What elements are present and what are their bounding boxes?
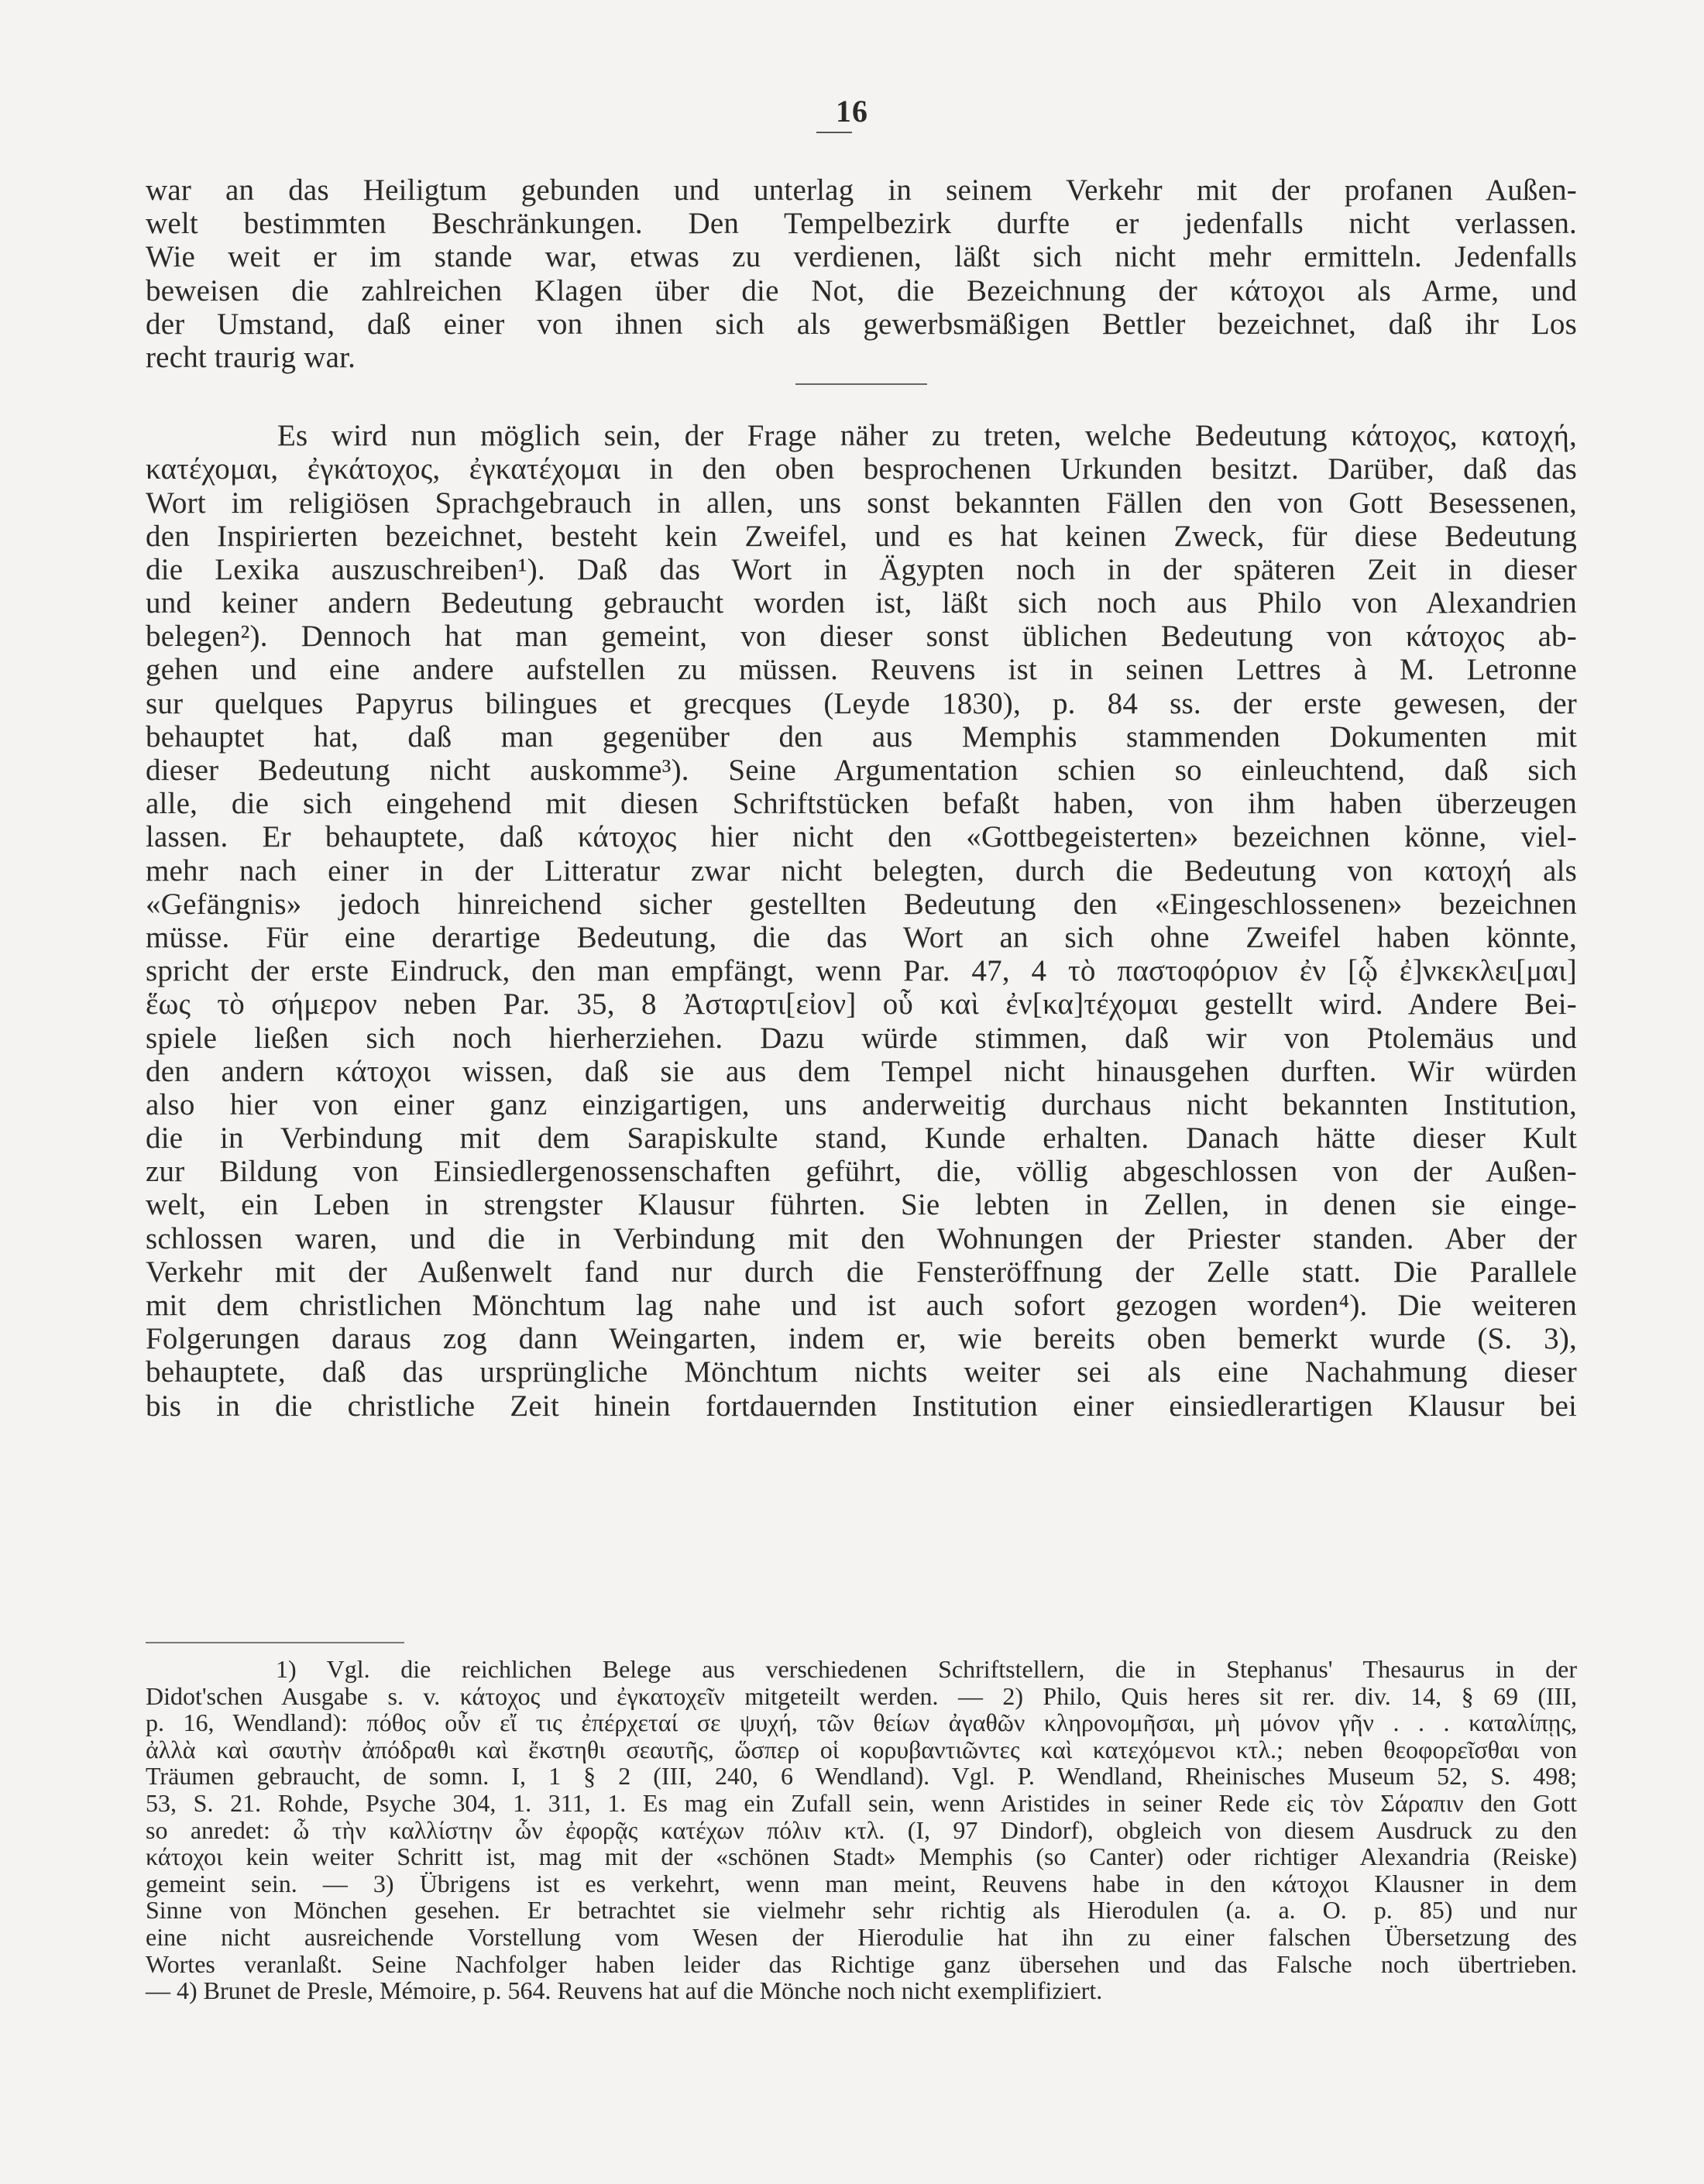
paragraph-1 bbox=[146, 173, 1577, 374]
text-line: belegen²). Dennoch hat man gemeint, von dieser sonst üblichen Bedeutung von κάτοχος ab- bbox=[146, 620, 1577, 654]
page-number: 16 bbox=[836, 94, 868, 129]
text-line: Verkehr mit der Außenwelt fand nur durch die Fensteröffnung der Zelle statt. Die Parallele bbox=[146, 1255, 1577, 1289]
text-line: der Umstand, daß einer von ihnen sich als gewerbsmäßigen Bettler bezeichnet, daß ihr Los bbox=[146, 307, 1577, 341]
text-line: Folgerungen daraus zog dann Weingarten, indem er, wie bereits oben bemerkt wurde (S. 3), bbox=[146, 1322, 1577, 1356]
text-line: bis in die christliche Zeit hinein fortdauernden Institution einer einsiedlerartigen Klausur bei bbox=[146, 1389, 1577, 1423]
text-line: Wort im religiösen Sprachgebrauch in allen, uns sonst bekannten Fällen den von Gott Besessenen, bbox=[146, 486, 1577, 520]
paragraph-2 bbox=[146, 419, 1577, 1423]
footnote-line: gemeint sein. — 3) Übrigens ist es verkehrt, wenn man meint, Reuvens habe in den κάτοχοι Klausner in dem bbox=[146, 1869, 1577, 1897]
text-line: behauptete, daß das ursprüngliche Mönchtum nichts weiter sei als eine Nachahmung dieser bbox=[146, 1355, 1577, 1389]
text-line: die in Verbindung mit dem Sarapiskulte stand, Kunde erhalten. Danach hätte dieser Kult bbox=[146, 1121, 1577, 1156]
text-line: mit dem christlichen Mönchtum lag nahe und ist auch sofort gezogen worden⁴). Die weiteren bbox=[146, 1289, 1577, 1322]
footnote-line: ἀλλὰ καὶ σαυτὴν ἀπόδραθι καὶ ἔκστηθι σεαυτῆς, ὥσπερ οἱ κορυβαντιῶντες καὶ κατεχόμενοι κτλ.; neben θεοφορεῖσθαι von bbox=[146, 1735, 1577, 1763]
footnote-line: Wortes veranlaßt. Seine Nachfolger haben leider das Richtige ganz übersehen und das Falsche noch übertrieben. bbox=[146, 1949, 1577, 1978]
text-line: und keiner andern Bedeutung gebraucht worden ist, läßt sich noch aus Philo von Alexandrien bbox=[146, 586, 1577, 620]
footnote-line: Träumen gebraucht, de somn. I, 1 § 2 (III, 240, 6 Wendland). Vgl. P. Wendland, Rheinisches Museum 52, S. 498; bbox=[146, 1762, 1577, 1791]
footnote-line: p. 16, Wendland): πόθος οὖν εἴ τις ἐπέρχεταί σε ψυχή, τῶν θείων ἀγαθῶν κληρονομῆσαι, μὴ μόνον γῆν . . . καταλίπῃς, bbox=[146, 1708, 1577, 1737]
footnote-line: κάτοχοι kein weiter Schritt ist, mag mit der «schönen Stadt» Memphis (so Canter) oder richtiger Alexandria (Reiske) bbox=[146, 1842, 1577, 1871]
footnote-line: eine nicht ausreichende Vorstellung vom Wesen der Hierodulie hat ihn zu einer falschen Übersetzung des bbox=[146, 1922, 1577, 1951]
footnote-line: Sinne von Mönchen gesehen. Er betrachtet sie vielmehr sehr richtig als Hierodulen (a. a. O. p. 85) und nur bbox=[146, 1896, 1577, 1925]
footnote-divider bbox=[146, 1642, 404, 1643]
text-line: war an das Heiligtum gebunden und unterlag in seinem Verkehr mit der profanen Außen- bbox=[146, 173, 1577, 207]
text-line: Es wird nun möglich sein, der Frage näher zu treten, welche Bedeutung κάτοχος, κατοχή, bbox=[277, 419, 1577, 453]
footnotes bbox=[146, 1656, 1577, 2004]
text-line: die Lexika auszuschreiben¹). Daß das Wort in Ägypten noch in der späteren Zeit in dieser bbox=[146, 552, 1577, 586]
text-line: welt, ein Leben in strengster Klausur führten. Sie lebten in Zellen, in denen sie einge- bbox=[146, 1188, 1577, 1222]
text-line: sur quelques Papyrus bilingues et grecques (Leyde 1830), p. 84 ss. der erste gewesen, der bbox=[146, 686, 1577, 720]
text-line: behauptet hat, daß man gegenüber den aus Memphis stammenden Dokumenten mit bbox=[146, 719, 1577, 754]
text-line: recht traurig war. bbox=[146, 340, 356, 374]
footnote-line: so anredet: ὦ τὴν καλλίστην ὧν ἐφορᾷς κατέχων πόλιν κτλ. (I, 97 Dindorf), obgleich von diesem Ausdruck zu den bbox=[146, 1815, 1577, 1844]
text-line: den Inspirierten bezeichnet, besteht kein Zweifel, und es hat keinen Zweck, für diese Bedeutung bbox=[146, 519, 1577, 553]
footnote-line: 53, S. 21. Rohde, Psyche 304, 1. 311, 1. Es mag ein Zufall sein, wenn Aristides in seiner Rede εἰς τὸν Σάραπιν den Gott bbox=[146, 1788, 1577, 1817]
text-line: beweisen die zahlreichen Klagen über die Not, die Bezeichnung der κάτοχοι als Arme, und bbox=[146, 273, 1577, 307]
text-line: alle, die sich eingehend mit diesen Schriftstücken befaßt haben, von ihm haben überzeugen bbox=[146, 787, 1577, 821]
text-line: κατέχομαι, ἐγκάτοχος, ἐγκατέχομαι in den oben besprochenen Urkunden besitzt. Darüber, daß das bbox=[146, 452, 1577, 486]
text-line: ἕως τὸ σήμερον neben Par. 35, 8 Ἀσταρτι[εἰον] οὗ καὶ ἐν[κα]τέχομαι gestellt wird. Andere Bei- bbox=[146, 987, 1577, 1022]
text-line: zur Bildung von Einsiedlergenossenschaften geführt, die, völlig abgeschlossen von der Außen- bbox=[146, 1155, 1577, 1189]
text-line: gehen und eine andere aufstellen zu müssen. Reuvens ist in seinen Lettres à M. Letronne bbox=[146, 653, 1577, 687]
text-line: Wie weit er im stande war, etwas zu verdienen, läßt sich nicht mehr ermitteln. Jedenfalls bbox=[146, 240, 1577, 274]
footnote-line: — 4) Brunet de Presle, Mémoire, p. 564. Reuvens hat auf die Mönche noch nicht exemplifiziert. bbox=[146, 1976, 1103, 2005]
main-text bbox=[146, 173, 1577, 1423]
text-line: «Gefängnis» jedoch hinreichend sicher gestellten Bedeutung den «Eingeschlossenen» bezeichnen bbox=[146, 887, 1577, 921]
text-line: lassen. Er behauptete, daß κάτοχος hier nicht den «Gottbegeisterten» bezeichnen könne, viel- bbox=[146, 820, 1577, 854]
page-number-rule bbox=[816, 132, 852, 133]
text-line: schlossen waren, und die in Verbindung mit den Wohnungen der Priester standen. Aber der bbox=[146, 1221, 1577, 1255]
text-line: spricht der erste Eindruck, den man empfängt, wenn Par. 47, 4 τὸ παστοφόριον ἐν [ᾧ ἐ]νκεκλει[μαι] bbox=[146, 954, 1577, 988]
text-line: welt bestimmten Beschränkungen. Den Tempelbezirk durfte er jedenfalls nicht verlassen. bbox=[146, 207, 1577, 241]
text-line: den andern κάτοχοι wissen, daß sie aus dem Tempel nicht hinausgehen durften. Wir würden bbox=[146, 1054, 1577, 1088]
text-line: also hier von einer ganz einzigartigen, uns anderweitig durchaus nicht bekannten Institution, bbox=[146, 1087, 1577, 1121]
footnote-line: 1) Vgl. die reichlichen Belege aus verschiedenen Schriftstellern, die in Stephanus' Thesaurus in der bbox=[276, 1655, 1577, 1683]
text-line: spiele ließen sich noch hierherziehen. Dazu würde stimmen, daß wir von Ptolemäus und bbox=[146, 1021, 1577, 1055]
text-line: mehr nach einer in der Litteratur zwar nicht belegten, durch die Bedeutung von κατοχή als bbox=[146, 853, 1577, 888]
text-line: müsse. Für eine derartige Bedeutung, die das Wort an sich ohne Zweifel haben könnte, bbox=[146, 920, 1577, 954]
text-line: dieser Bedeutung nicht auskomme³). Seine Argumentation schien so einleuchtend, daß sich bbox=[146, 754, 1577, 787]
footnote-line: Didot'schen Ausgabe s. v. κάτοχος und ἐγκατοχεῖν mitgeteilt werden. — 2) Philo, Quis heres sit rer. div. 14, § 69 (III, bbox=[146, 1681, 1577, 1710]
